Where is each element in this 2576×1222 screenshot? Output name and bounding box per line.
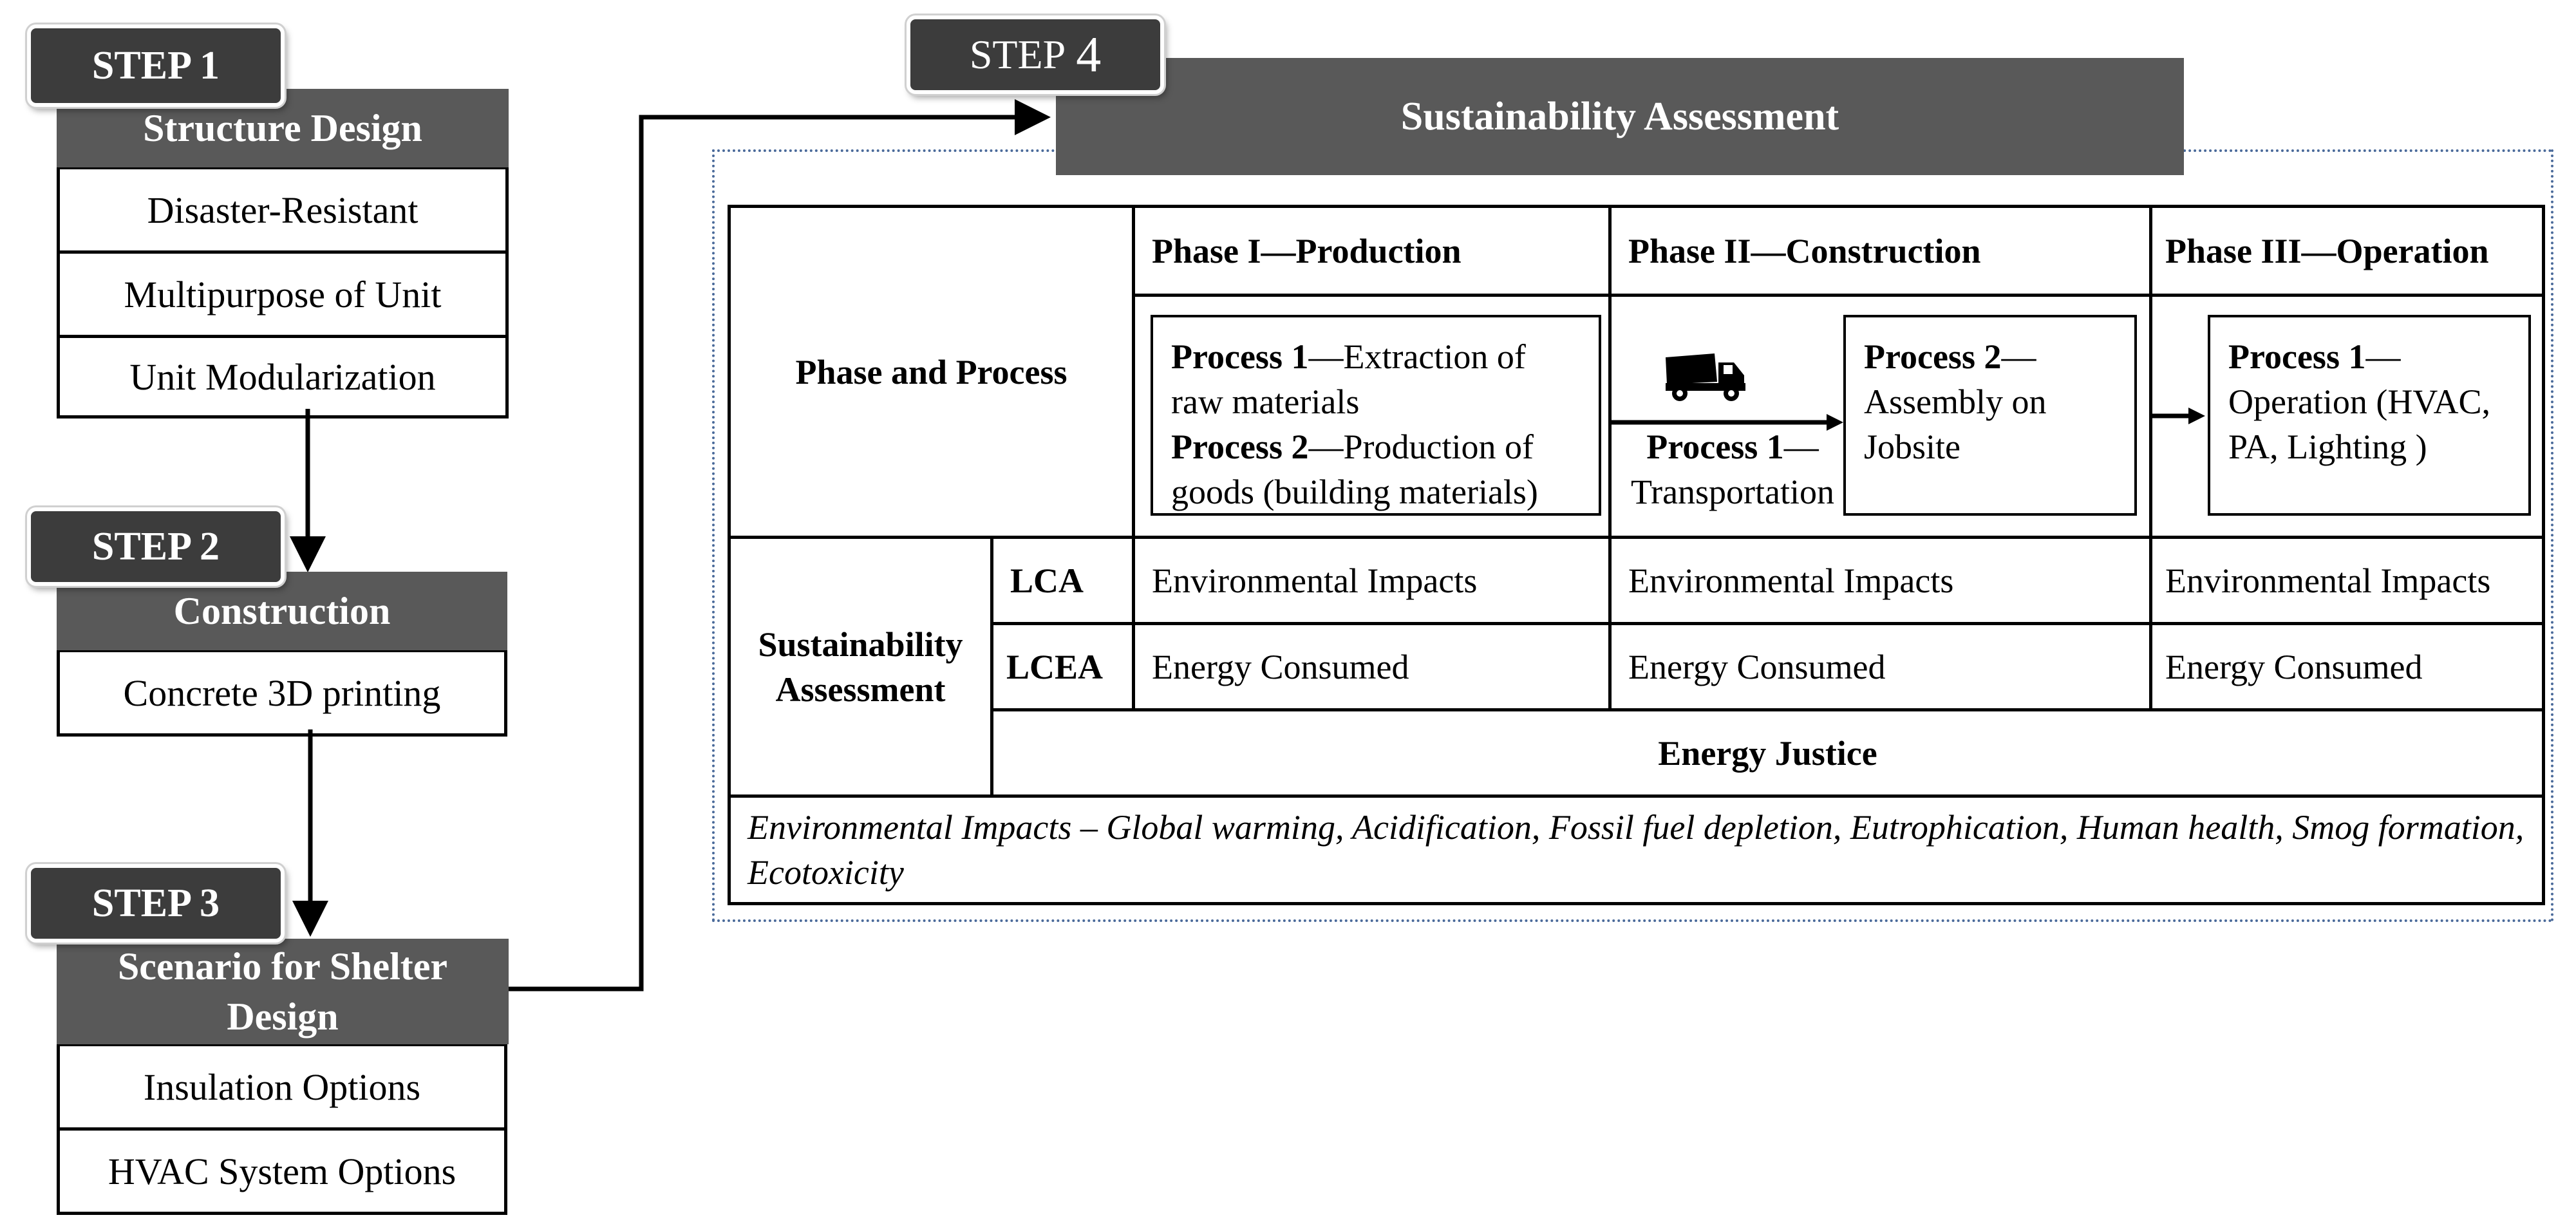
p2-process2-text: Assembly on Jobsite bbox=[1864, 382, 2047, 466]
phase1-process-box bbox=[1151, 315, 1601, 516]
step4-header bbox=[1056, 58, 2184, 175]
phase3-label: Phase III—Operation bbox=[2165, 231, 2489, 270]
p1-env-impacts bbox=[1134, 538, 1610, 624]
phase-header-row bbox=[729, 207, 2544, 296]
step2-tag-label: STEP 2 bbox=[91, 524, 220, 569]
lcea-label: LCEA bbox=[1006, 647, 1104, 686]
p3-process1-text: Operation (HVAC, PA, Lighting ) bbox=[2228, 382, 2490, 466]
step2-header-label: Construction bbox=[173, 590, 391, 632]
phase3-process-cell bbox=[2151, 296, 2544, 538]
footnote-row bbox=[729, 796, 2544, 904]
phase1-process-cell bbox=[1134, 296, 1610, 538]
lca-cell bbox=[992, 538, 1134, 624]
phase-and-process-cell bbox=[729, 207, 1134, 538]
phase-and-process-label: Phase and Process bbox=[795, 352, 1067, 391]
p3-env-impacts-label: Environmental Impacts bbox=[2165, 561, 2491, 600]
truck-icon bbox=[1664, 352, 1748, 404]
energy-justice-label: Energy Justice bbox=[1658, 733, 1877, 773]
p3-energy-consumed-label: Energy Consumed bbox=[2165, 647, 2423, 686]
p2-energy-consumed bbox=[1610, 624, 2151, 710]
phase3-header bbox=[2151, 207, 2544, 296]
phase2-header bbox=[1610, 207, 2151, 296]
p2-process1-text: Transportation bbox=[1631, 473, 1835, 511]
step1-header-label: Structure Design bbox=[143, 107, 422, 149]
p2-energy-consumed-label: Energy Consumed bbox=[1628, 647, 1886, 686]
step3-item-label: HVAC System Options bbox=[108, 1150, 456, 1192]
p1-process2-bold: Process 2 bbox=[1171, 428, 1309, 466]
phase1-header bbox=[1134, 207, 1610, 296]
p2-process1-bold: Process 1 bbox=[1646, 428, 1784, 466]
step3-tag-label: STEP 3 bbox=[91, 881, 220, 925]
step4-tag-word: STEP bbox=[969, 32, 1066, 77]
p1-energy-consumed-label: Energy Consumed bbox=[1152, 647, 1409, 686]
p3-process1-bold: Process 1 bbox=[2228, 337, 2366, 376]
phase3-process-box bbox=[2208, 315, 2531, 516]
step2-item-label: Concrete 3D printing bbox=[123, 672, 441, 714]
p1-env-impacts-label: Environmental Impacts bbox=[1152, 561, 1478, 600]
p1-process1-text: —Extraction of raw materials bbox=[1171, 337, 1526, 421]
energy-justice-row bbox=[729, 710, 2544, 796]
assessment-table bbox=[728, 205, 2545, 905]
phase2-process-cell bbox=[1610, 296, 2151, 538]
step3-header-label: Scenario for Shelter Design bbox=[117, 945, 448, 1038]
p1-process2-text: —Production of goods (building materials) bbox=[1171, 428, 1538, 511]
p3-env-impacts bbox=[2151, 538, 2544, 624]
step3-header bbox=[57, 939, 509, 1044]
step1-item-label: Disaster-Resistant bbox=[147, 189, 418, 231]
arrow-to-operation bbox=[2152, 406, 2210, 426]
p1-energy-consumed bbox=[1134, 624, 1610, 710]
step1-item-label: Unit Modularization bbox=[129, 355, 436, 398]
step1-item-label: Multipurpose of Unit bbox=[124, 273, 442, 315]
lca-label: LCA bbox=[1010, 561, 1084, 600]
p2-process2-bold: Process 2 bbox=[1864, 337, 2002, 376]
lcea-row bbox=[729, 624, 2544, 710]
footnote-text: Environmental Impacts – Global warming, Acidification, Fossil fuel depletion, Eutrophication, Human health, Smog formation, Ecotoxicity bbox=[747, 808, 2524, 892]
lcea-cell bbox=[992, 624, 1134, 710]
p3-energy-consumed bbox=[2151, 624, 2544, 710]
step4-header-label: Sustainability Assessment bbox=[1400, 95, 1839, 138]
step1-tag bbox=[27, 24, 285, 107]
step3-tag bbox=[27, 864, 285, 943]
step2-tag bbox=[27, 507, 285, 586]
phase2-label: Phase II—Construction bbox=[1628, 231, 1981, 270]
phase2-process2-box bbox=[1843, 315, 2137, 516]
p1-process1-bold: Process 1 bbox=[1171, 337, 1309, 376]
p2-process2-dash: — bbox=[2001, 337, 2036, 376]
lca-row bbox=[729, 538, 2544, 624]
energy-justice-cell bbox=[992, 710, 2544, 796]
p2-process1-label bbox=[1617, 424, 1848, 514]
p3-process1-dash: — bbox=[2365, 337, 2401, 376]
p2-process1-dash: — bbox=[1783, 428, 1819, 466]
p2-env-impacts bbox=[1610, 538, 2151, 624]
step4-tag bbox=[907, 15, 1164, 94]
phase1-label: Phase I—Production bbox=[1152, 231, 1462, 270]
p2-env-impacts-label: Environmental Impacts bbox=[1628, 561, 1954, 600]
footnote-cell bbox=[729, 796, 2544, 904]
sustainability-assessment-label: Sustainability Assessment bbox=[758, 625, 963, 709]
sustainability-assessment-cell bbox=[729, 538, 992, 796]
step4-tag-number: 4 bbox=[1076, 26, 1102, 82]
step3-item-label: Insulation Options bbox=[143, 1066, 421, 1108]
step1-tag-label: STEP 1 bbox=[91, 43, 220, 88]
